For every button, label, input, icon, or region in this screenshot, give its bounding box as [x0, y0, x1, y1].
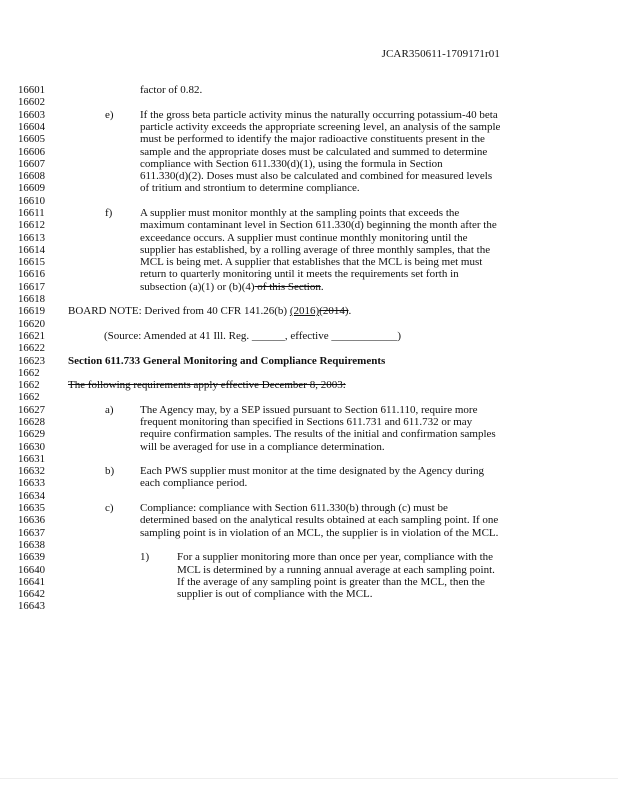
line-number: 16614	[18, 244, 45, 256]
line-number: 16623	[18, 355, 45, 367]
list-marker-a: a)	[105, 404, 114, 416]
line-number: 16641	[18, 576, 45, 588]
line-number: 16601	[18, 84, 45, 96]
paragraph-b-line: Each PWS supplier must monitor at the time designated by the Agency during	[140, 465, 484, 477]
period: .	[320, 281, 324, 293]
paragraph-c-line: sampling point is in violation of an MCL, the supplier is in violation of the MCL.	[140, 527, 499, 539]
deleted-line: The following requirements apply effective December 8, 2003:	[68, 379, 346, 391]
list-marker-e: e)	[105, 109, 114, 121]
paragraph-c-line: Compliance: compliance with Section 611.330(b) through (c) must be	[140, 502, 448, 514]
line-number: 16639	[18, 551, 45, 563]
line-number: 16606	[18, 146, 45, 158]
paragraph-f-last-text: subsection (a)(1) or (b)(4)	[140, 281, 255, 293]
line-number: 16608	[18, 170, 45, 182]
line-number: 1662	[18, 391, 40, 403]
paragraph-a-line: will be averaged for use in a compliance determination.	[140, 441, 385, 453]
paragraph-a-line: The Agency may, by a SEP issued pursuant to Section 611.110, require more	[140, 404, 478, 416]
line-number: 16640	[18, 564, 45, 576]
paragraph-c1-line: MCL is determined by a running annual average at each sampling point.	[177, 564, 495, 576]
paragraph-b-line: each compliance period.	[140, 477, 248, 489]
list-marker-f: f)	[105, 207, 113, 219]
line-number: 16617	[18, 281, 45, 293]
paragraph-c1-line: supplier is out of compliance with the MCL.	[177, 588, 373, 600]
paragraph-c-line: determined based on the analytical results obtained at each sampling point. If one	[140, 514, 499, 526]
paragraph-f-line: maximum contaminant level in Section 611.330(d) beginning the month after the	[140, 219, 497, 231]
line-number: 16636	[18, 514, 45, 526]
paragraph-a-line: require confirmation samples. The results of the initial and confirmation samples	[140, 428, 496, 440]
deleted-text: (2014)	[319, 305, 349, 317]
line-number: 16615	[18, 256, 45, 268]
paragraph-e-line: compliance with Section 611.330(d)(1), using the formula in Section	[140, 158, 443, 170]
paragraph-e-line: particle activity exceeds the appropriate screening level, an analysis of the sample	[140, 121, 501, 133]
line-number: 16627	[18, 404, 45, 416]
paragraph-c1-line: If the average of any sampling point is greater than the MCL, then the	[177, 576, 485, 588]
paragraph-c1-line: For a supplier monitoring more than once per year, compliance with the	[177, 551, 494, 563]
period: .	[348, 305, 352, 317]
line-number: 1662	[18, 379, 40, 391]
list-marker-b: b)	[105, 465, 115, 477]
section-heading: Section 611.733 General Monitoring and Compliance Requirements	[68, 355, 386, 367]
line-number: 16628	[18, 416, 45, 428]
line-number: 16611	[18, 207, 45, 219]
inserted-text: (2016)	[289, 305, 320, 317]
line-number: 16642	[18, 588, 45, 600]
line-number: 16637	[18, 527, 45, 539]
line-number: 16643	[18, 600, 45, 612]
paragraph-a-line: frequent monitoring than specified in Sections 611.731 and 611.732 or may	[140, 416, 473, 428]
line-number: 16620	[18, 318, 45, 330]
line-number: 16629	[18, 428, 45, 440]
list-marker-c1: 1)	[140, 551, 150, 563]
line-number: 16633	[18, 477, 45, 489]
line-number: 16602	[18, 96, 45, 108]
line-number: 16604	[18, 121, 45, 133]
line-number: 16631	[18, 453, 45, 465]
board-note-text: BOARD NOTE: Derived from 40 CFR 141.26(b)	[68, 305, 290, 317]
paragraph-f-line: supplier has established, by a rolling average of three monthly samples, that the	[140, 244, 491, 256]
line-number: 16610	[18, 195, 45, 207]
line-number: 16622	[18, 342, 45, 354]
line-number: 16632	[18, 465, 45, 477]
line-number: 16638	[18, 539, 45, 551]
paragraph-f-line: MCL is being met. A supplier that establishes that the MCL is being met must	[140, 256, 483, 268]
continued-text: factor of 0.82.	[140, 84, 203, 96]
line-number: 16603	[18, 109, 45, 121]
line-number: 16616	[18, 268, 45, 280]
document-header: JCAR350611-1709171r01	[381, 48, 500, 60]
paragraph-e-line: must be performed to identify the major radioactive constituents present in the	[140, 133, 485, 145]
line-number: 1662	[18, 367, 40, 379]
paragraph-e-line: of tritium and strontium to determine compliance.	[140, 182, 360, 194]
line-number: 16607	[18, 158, 45, 170]
source-note: (Source: Amended at 41 Ill. Reg. ______, effective ____________)	[104, 330, 402, 342]
board-note	[68, 305, 351, 317]
line-number: 16612	[18, 219, 45, 231]
paragraph-f-line: return to quarterly monitoring until it meets the requirements set forth in	[140, 268, 459, 280]
line-number: 16630	[18, 441, 45, 453]
line-number: 16634	[18, 490, 45, 502]
bottom-rule	[0, 778, 618, 779]
deleted-text: of this Section	[254, 281, 321, 293]
line-number: 16618	[18, 293, 45, 305]
paragraph-e-line: If the gross beta particle activity minus the naturally occurring potassium-40 beta	[140, 109, 498, 121]
line-number: 16613	[18, 232, 45, 244]
paragraph-f-line: exceedance occurs. A supplier must continue monthly monitoring until the	[140, 232, 468, 244]
line-number: 16619	[18, 305, 45, 317]
line-number: 16609	[18, 182, 45, 194]
line-number: 16621	[18, 330, 45, 342]
paragraph-e-line: 611.330(d)(2). Doses must also be calculated and combined for measured levels	[140, 170, 493, 182]
list-marker-c: c)	[105, 502, 114, 514]
line-number: 16605	[18, 133, 45, 145]
paragraph-f-line: A supplier must monitor monthly at the sampling points that exceeds the	[140, 207, 460, 219]
paragraph-f-last-line	[140, 281, 324, 293]
paragraph-e-line: sample and the appropriate doses must be calculated and summed to determine	[140, 146, 488, 158]
line-number: 16635	[18, 502, 45, 514]
